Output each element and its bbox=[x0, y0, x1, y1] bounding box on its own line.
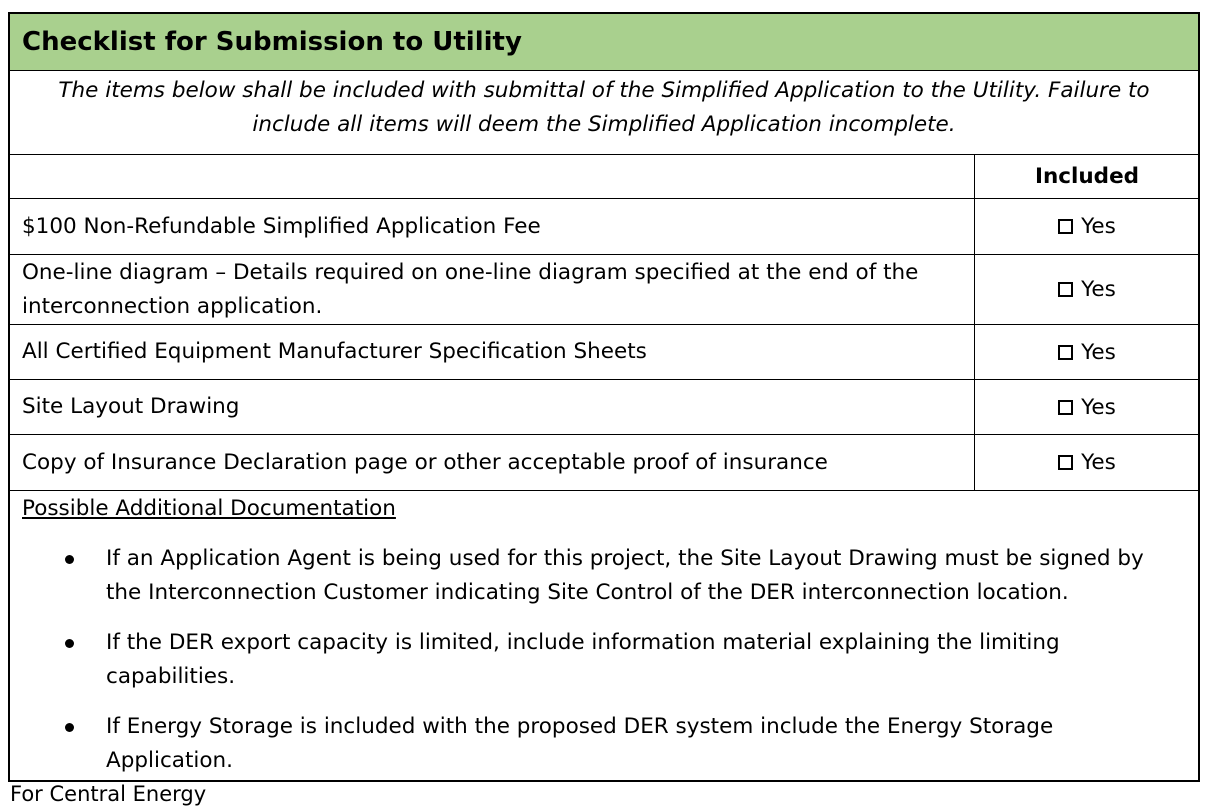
included-column-header: Included bbox=[1034, 164, 1140, 189]
intro-text: The items below shall be included with submittal of the Simplified Application to the Utility. Failure to include all items will deem the Simplified Application incomplete. bbox=[10, 71, 1198, 155]
table-row bbox=[10, 435, 1198, 491]
column-divider bbox=[974, 255, 975, 324]
included-cell bbox=[976, 199, 1198, 254]
additional-documentation-section bbox=[10, 490, 1198, 780]
checkbox-label: Yes bbox=[1081, 450, 1116, 475]
checkbox-icon[interactable] bbox=[1058, 282, 1073, 297]
bullet-icon bbox=[65, 639, 74, 648]
column-divider bbox=[974, 380, 975, 434]
table-header-row bbox=[10, 155, 1198, 199]
checkbox-icon[interactable] bbox=[1058, 400, 1073, 415]
additional-documentation-list bbox=[10, 542, 1198, 806]
checklist-title-bar bbox=[10, 14, 1198, 71]
footer-text-fragment: For Central Energy bbox=[10, 782, 207, 806]
list-item-text: If the DER export capacity is limited, include information material explaining the limiting capabilities. bbox=[106, 630, 1060, 689]
list-item bbox=[10, 626, 1198, 694]
item-label: Copy of Insurance Declaration page or other acceptable proof of insurance bbox=[22, 449, 828, 475]
included-cell bbox=[976, 380, 1198, 434]
item-label: Site Layout Drawing bbox=[22, 394, 240, 419]
table-row bbox=[10, 325, 1198, 380]
table-row bbox=[10, 380, 1198, 435]
table-row bbox=[10, 199, 1198, 255]
bullet-icon bbox=[65, 555, 74, 564]
bullet-icon bbox=[65, 723, 74, 732]
item-label: $100 Non-Refundable Simplified Application Fee bbox=[22, 213, 541, 239]
column-divider bbox=[974, 199, 975, 254]
item-label: One-line diagram – Details required on one-line diagram specified at the end of the interconnection application. bbox=[22, 259, 919, 319]
table-row bbox=[10, 255, 1198, 325]
item-label: All Certified Equipment Manufacturer Specification Sheets bbox=[22, 339, 647, 364]
list-item bbox=[10, 542, 1198, 610]
column-divider bbox=[974, 155, 975, 198]
checkbox-label: Yes bbox=[1081, 394, 1116, 420]
included-cell bbox=[976, 255, 1198, 324]
column-divider bbox=[974, 435, 975, 490]
included-cell bbox=[976, 435, 1198, 490]
checklist-table bbox=[8, 12, 1200, 782]
list-item-text: If an Application Agent is being used for this project, the Site Layout Drawing must be signed by the Interconnection Customer indicating Site Control of the DER interconnection location. bbox=[106, 546, 1144, 605]
checkbox-icon[interactable] bbox=[1058, 345, 1073, 360]
checkbox-label: Yes bbox=[1081, 214, 1116, 239]
additional-documentation-title: Possible Additional Documentation bbox=[22, 496, 396, 521]
checkbox-label: Yes bbox=[1081, 339, 1116, 365]
included-cell bbox=[976, 325, 1198, 379]
checkbox-label: Yes bbox=[1081, 277, 1116, 302]
checkbox-icon[interactable] bbox=[1058, 219, 1073, 234]
list-item bbox=[10, 710, 1198, 778]
list-item-text: If Energy Storage is included with the proposed DER system include the Energy Storage Application. bbox=[106, 714, 1054, 773]
checklist-title: Checklist for Submission to Utility bbox=[22, 27, 522, 57]
column-divider bbox=[974, 325, 975, 379]
checkbox-icon[interactable] bbox=[1058, 455, 1073, 470]
